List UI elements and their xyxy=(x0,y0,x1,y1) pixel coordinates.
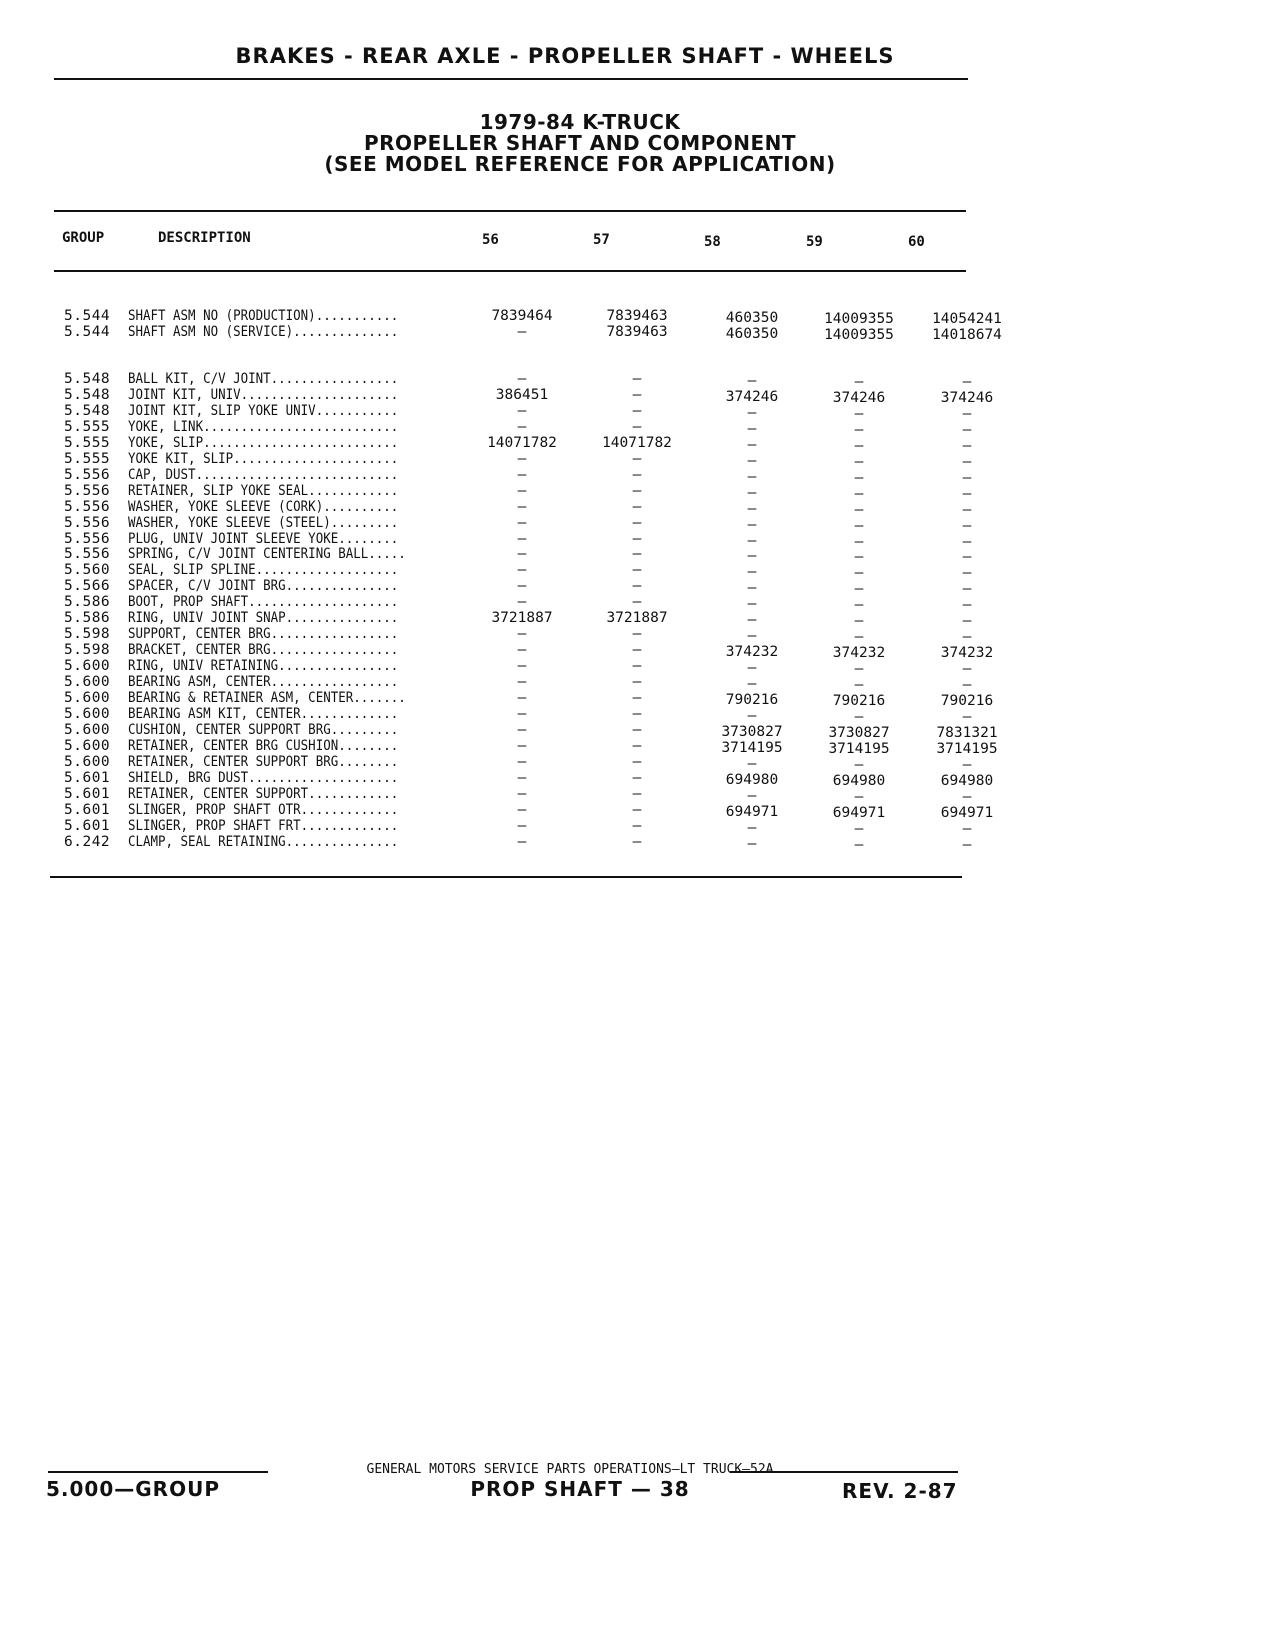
part-number-model-56: — xyxy=(517,450,527,467)
part-number-model-60: — xyxy=(962,374,972,390)
part-number-model-56: — xyxy=(517,402,527,419)
part-number-model-60: — xyxy=(962,661,972,678)
part-number-model-60: 3714195 xyxy=(936,740,998,757)
header-model-60: 60 xyxy=(908,234,925,250)
group-code: 5.598 xyxy=(64,642,111,659)
part-number-model-59: — xyxy=(854,661,864,678)
part-number-model-58: — xyxy=(747,404,757,421)
part-number-model-60: 14054241 xyxy=(932,311,1002,327)
part-number-model-56: — xyxy=(517,833,527,850)
part-number-model-56: — xyxy=(517,690,527,706)
table-row xyxy=(0,546,1050,566)
group-code: 5.586 xyxy=(64,610,111,627)
table-row xyxy=(0,594,1050,614)
part-description: BEARING & RETAINER ASM, CENTER....... xyxy=(128,690,406,706)
part-description: CAP, DUST........................... xyxy=(128,466,399,483)
part-number-model-58: — xyxy=(747,532,757,549)
part-number-model-60: — xyxy=(962,437,972,454)
group-code: 5.598 xyxy=(64,626,111,643)
part-number-model-57: — xyxy=(632,721,642,738)
part-number-model-57: — xyxy=(632,753,642,770)
part-number-model-57: — xyxy=(632,626,642,643)
part-description: BEARING ASM, CENTER................. xyxy=(128,674,399,691)
footer-group: 5.000—GROUP xyxy=(46,1477,220,1501)
table-row xyxy=(0,658,1050,678)
part-description: BEARING ASM KIT, CENTER............. xyxy=(128,705,399,722)
part-number-model-57: — xyxy=(632,498,642,515)
part-number-model-57: — xyxy=(632,514,642,531)
footer-revision: REV. 2-87 xyxy=(842,1479,958,1503)
group-code: 5.600 xyxy=(64,753,111,770)
part-number-model-58: — xyxy=(747,787,757,804)
part-description: SHAFT ASM NO (PRODUCTION)........... xyxy=(128,308,399,324)
part-number-model-58: — xyxy=(747,484,757,501)
part-number-model-57: — xyxy=(632,658,642,675)
part-number-model-59: — xyxy=(854,613,864,630)
table-row xyxy=(0,642,1050,662)
part-number-model-56: — xyxy=(517,658,527,675)
table-row xyxy=(0,786,1050,803)
part-description: BOOT, PROP SHAFT.................... xyxy=(128,594,399,611)
part-number-model-56: — xyxy=(517,498,527,515)
group-code: 5.586 xyxy=(64,594,111,611)
part-number-model-57: — xyxy=(632,769,642,786)
group-code: 5.601 xyxy=(64,785,111,802)
part-number-model-59: 14009355 xyxy=(824,327,894,343)
part-number-model-60: — xyxy=(962,533,972,550)
part-number-model-56: — xyxy=(517,785,527,802)
part-number-model-58: — xyxy=(747,420,757,437)
table-row xyxy=(0,562,1050,582)
part-number-model-56: — xyxy=(517,769,527,786)
part-number-model-58: — xyxy=(747,676,757,693)
part-number-model-58: — xyxy=(747,755,757,772)
group-code: 5.548 xyxy=(64,371,111,387)
part-number-model-60: — xyxy=(962,677,972,694)
table-row xyxy=(0,467,1050,484)
part-description: SLINGER, PROP SHAFT OTR............. xyxy=(128,801,399,818)
part-number-model-57: 7839463 xyxy=(606,324,668,340)
part-number-model-58: 3714195 xyxy=(721,739,783,756)
part-description: SEAL, SLIP SPLINE................... xyxy=(128,562,399,579)
header-description: DESCRIPTION xyxy=(158,230,251,246)
part-number-model-57: — xyxy=(632,578,642,595)
part-number-model-56: — xyxy=(517,324,527,340)
part-number-model-60: — xyxy=(962,708,972,725)
part-number-model-60: 694980 xyxy=(940,772,994,789)
part-number-model-60: — xyxy=(962,836,972,853)
part-number-model-60: — xyxy=(962,501,972,518)
part-number-model-60: — xyxy=(962,629,972,646)
part-number-model-60: — xyxy=(962,517,972,534)
part-number-model-57: — xyxy=(632,801,642,818)
part-number-model-57: — xyxy=(632,785,642,802)
part-number-model-60: — xyxy=(962,549,972,566)
table-row xyxy=(0,834,1050,851)
table-row xyxy=(0,435,1050,452)
part-number-model-56: — xyxy=(517,530,527,547)
part-number-model-58: — xyxy=(747,516,757,533)
part-number-model-56: — xyxy=(517,721,527,738)
table-row xyxy=(0,483,1050,500)
table-row xyxy=(0,738,1050,755)
group-code: 5.555 xyxy=(64,434,111,451)
part-number-model-60: — xyxy=(962,565,972,582)
part-number-model-59: — xyxy=(854,629,864,646)
part-number-model-57: — xyxy=(632,642,642,659)
part-number-model-57: 3721887 xyxy=(606,610,668,627)
group-code: 5.601 xyxy=(64,817,111,834)
header-model-59: 59 xyxy=(806,234,823,250)
part-description: YOKE, LINK.......................... xyxy=(128,418,399,435)
part-description: BALL KIT, C/V JOINT................. xyxy=(128,371,399,387)
table-row xyxy=(0,626,1050,646)
group-code: 5.555 xyxy=(64,418,111,435)
part-number-model-59: — xyxy=(854,533,864,550)
part-number-model-60: 14018674 xyxy=(932,327,1002,343)
part-number-model-56: — xyxy=(517,514,527,531)
table-row xyxy=(0,403,1050,420)
table-row xyxy=(0,499,1050,516)
part-number-model-57: — xyxy=(632,450,642,467)
group-code: 5.556 xyxy=(64,514,111,531)
part-number-model-56: 14071782 xyxy=(487,434,557,451)
part-number-model-58: — xyxy=(747,436,757,453)
part-number-model-58: — xyxy=(747,660,757,677)
part-number-model-59: — xyxy=(854,549,864,566)
part-number-model-59: 374246 xyxy=(832,389,886,406)
part-number-model-56: — xyxy=(517,801,527,818)
title-line-3: (SEE MODEL REFERENCE FOR APPLICATION) xyxy=(324,152,836,176)
part-number-model-59: 374232 xyxy=(832,645,886,662)
part-number-model-57: — xyxy=(632,833,642,850)
part-number-model-58: — xyxy=(747,707,757,724)
part-number-model-58: 694980 xyxy=(725,771,779,788)
part-number-model-59: — xyxy=(854,421,864,438)
table-row xyxy=(0,419,1050,436)
part-description: SHIELD, BRG DUST.................... xyxy=(128,769,399,786)
part-number-model-59: — xyxy=(854,836,864,853)
part-number-model-57: 7839463 xyxy=(606,308,668,324)
table-row xyxy=(0,706,1050,723)
part-number-model-56: — xyxy=(517,753,527,770)
part-number-model-57: — xyxy=(632,594,642,611)
group-code: 5.548 xyxy=(64,402,111,419)
group-code: 5.601 xyxy=(64,801,111,818)
table-bottom-rule xyxy=(50,876,962,878)
part-number-model-59: — xyxy=(854,469,864,486)
group-code: 5.556 xyxy=(64,546,111,563)
group-code: 6.242 xyxy=(64,833,111,850)
table-row xyxy=(0,387,1050,404)
group-code: 5.600 xyxy=(64,737,111,754)
part-number-model-56: 7839464 xyxy=(491,308,553,324)
table-row xyxy=(0,451,1050,468)
part-number-model-58: — xyxy=(747,452,757,469)
part-number-model-59: — xyxy=(854,677,864,694)
part-number-model-58: — xyxy=(747,835,757,852)
table-row xyxy=(0,531,1050,548)
part-number-model-60: — xyxy=(962,613,972,630)
part-number-model-59: — xyxy=(854,485,864,502)
part-number-model-59: — xyxy=(854,405,864,422)
part-number-model-57: — xyxy=(632,386,642,403)
part-number-model-60: 374232 xyxy=(940,645,994,662)
part-number-model-56: 386451 xyxy=(495,386,549,403)
header-group: GROUP xyxy=(62,230,105,246)
part-number-model-57: 14071782 xyxy=(602,434,672,451)
table-row xyxy=(0,674,1050,694)
part-number-model-58: — xyxy=(747,500,757,517)
part-number-model-59: — xyxy=(854,597,864,614)
part-number-model-58: 374246 xyxy=(725,388,779,405)
part-number-model-58: — xyxy=(747,548,757,565)
part-number-model-59: — xyxy=(854,565,864,582)
parts-table-body xyxy=(0,0,1100,900)
part-description: JOINT KIT, UNIV..................... xyxy=(128,386,399,403)
header-model-58: 58 xyxy=(704,234,721,250)
part-description: SPRING, C/V JOINT CENTERING BALL..... xyxy=(128,546,406,563)
part-number-model-59: 694980 xyxy=(832,772,886,789)
group-code: 5.600 xyxy=(64,658,111,675)
group-code: 5.566 xyxy=(64,578,111,595)
part-number-model-58: 3730827 xyxy=(721,723,783,740)
page-header: BRAKES - REAR AXLE - PROPELLER SHAFT - WHEELS xyxy=(235,44,895,68)
part-description: RETAINER, SLIP YOKE SEAL............ xyxy=(128,482,399,499)
part-number-model-59: — xyxy=(854,788,864,805)
part-number-model-59: — xyxy=(854,437,864,454)
part-number-model-59: 14009355 xyxy=(824,311,894,327)
part-number-model-57: — xyxy=(632,371,642,387)
part-description: SPACER, C/V JOINT BRG............... xyxy=(128,578,399,595)
part-number-model-56: 3721887 xyxy=(491,610,553,627)
table-row xyxy=(0,610,1050,630)
part-number-model-58: 460350 xyxy=(725,310,779,326)
part-description: YOKE KIT, SLIP...................... xyxy=(128,450,399,467)
group-code: 5.556 xyxy=(64,498,111,515)
part-number-model-60: — xyxy=(962,485,972,502)
part-number-model-60: — xyxy=(962,453,972,470)
part-number-model-59: — xyxy=(854,581,864,598)
part-number-model-58: — xyxy=(747,580,757,597)
part-description: SUPPORT, CENTER BRG................. xyxy=(128,626,399,643)
footer-publisher-line: GENERAL MOTORS SERVICE PARTS OPERATIONS—LT TRUCK—52A xyxy=(366,1462,774,1477)
part-number-model-57: — xyxy=(632,418,642,435)
header-model-56: 56 xyxy=(482,232,499,248)
part-number-model-57: — xyxy=(632,674,642,691)
part-number-model-59: 3714195 xyxy=(828,740,890,757)
part-number-model-56: — xyxy=(517,674,527,691)
part-number-model-56: — xyxy=(517,482,527,499)
part-number-model-60: — xyxy=(962,756,972,773)
part-description: SHAFT ASM NO (SERVICE).............. xyxy=(128,324,399,340)
part-number-model-57: — xyxy=(632,817,642,834)
part-description: YOKE, SLIP.......................... xyxy=(128,434,399,451)
table-row xyxy=(0,578,1050,598)
part-description: CUSHION, CENTER SUPPORT BRG......... xyxy=(128,721,399,738)
part-number-model-56: — xyxy=(517,626,527,643)
part-number-model-56: — xyxy=(517,642,527,659)
part-description: JOINT KIT, SLIP YOKE UNIV........... xyxy=(128,402,399,419)
part-number-model-60: — xyxy=(962,788,972,805)
part-number-model-60: — xyxy=(962,421,972,438)
part-number-model-60: — xyxy=(962,597,972,614)
table-row xyxy=(0,754,1050,771)
title-line-1: 1979-84 K-TRUCK xyxy=(479,110,681,134)
part-number-model-59: 790216 xyxy=(832,693,886,709)
part-number-model-60: — xyxy=(962,820,972,837)
group-code: 5.544 xyxy=(64,324,111,340)
group-code: 5.560 xyxy=(64,562,111,579)
part-description: RETAINER, CENTER SUPPORT BRG........ xyxy=(128,753,399,770)
part-number-model-56: — xyxy=(517,418,527,435)
part-number-model-56: — xyxy=(517,466,527,483)
part-number-model-59: 3730827 xyxy=(828,724,890,741)
part-number-model-60: 7831321 xyxy=(936,724,998,741)
table-row xyxy=(0,324,1050,341)
table-row xyxy=(0,371,1050,388)
part-number-model-57: — xyxy=(632,690,642,706)
part-number-model-56: — xyxy=(517,546,527,563)
part-description: RING, UNIV RETAINING................ xyxy=(128,658,399,675)
table-row xyxy=(0,722,1050,739)
group-code: 5.556 xyxy=(64,466,111,483)
part-description: RING, UNIV JOINT SNAP............... xyxy=(128,610,399,627)
part-number-model-60: — xyxy=(962,405,972,422)
part-number-model-58: — xyxy=(747,564,757,581)
part-number-model-56: — xyxy=(517,578,527,595)
part-description: WASHER, YOKE SLEEVE (CORK).......... xyxy=(128,498,399,515)
part-description: PLUG, UNIV JOINT SLEEVE YOKE........ xyxy=(128,530,399,547)
part-number-model-60: 694971 xyxy=(940,804,994,821)
part-description: WASHER, YOKE SLEEVE (STEEL)......... xyxy=(128,514,399,531)
table-row xyxy=(0,515,1050,532)
part-number-model-59: — xyxy=(854,501,864,518)
group-code: 5.556 xyxy=(64,482,111,499)
part-number-model-58: 694971 xyxy=(725,803,779,820)
part-number-model-57: — xyxy=(632,562,642,579)
part-description: SLINGER, PROP SHAFT FRT............. xyxy=(128,817,399,834)
group-code: 5.544 xyxy=(64,308,111,324)
part-number-model-56: — xyxy=(517,371,527,387)
part-number-model-60: — xyxy=(962,581,972,598)
part-number-model-56: — xyxy=(517,594,527,611)
table-row xyxy=(0,308,1050,325)
part-number-model-59: — xyxy=(854,820,864,837)
part-number-model-58: 790216 xyxy=(725,692,779,708)
part-number-model-57: — xyxy=(632,466,642,483)
header-model-57: 57 xyxy=(593,232,610,248)
group-code: 5.600 xyxy=(64,705,111,722)
part-number-model-58: — xyxy=(747,819,757,836)
part-number-model-57: — xyxy=(632,402,642,419)
part-number-model-59: — xyxy=(854,517,864,534)
table-row xyxy=(0,818,1050,835)
group-code: 5.601 xyxy=(64,769,111,786)
part-number-model-60: 790216 xyxy=(940,693,994,709)
part-number-model-57: — xyxy=(632,737,642,754)
part-number-model-57: — xyxy=(632,530,642,547)
part-number-model-56: — xyxy=(517,705,527,722)
table-row xyxy=(0,770,1050,787)
group-code: 5.600 xyxy=(64,721,111,738)
part-number-model-59: — xyxy=(854,453,864,470)
part-number-model-58: — xyxy=(747,596,757,613)
part-number-model-57: — xyxy=(632,705,642,722)
part-number-model-56: — xyxy=(517,562,527,579)
part-description: RETAINER, CENTER BRG CUSHION........ xyxy=(128,737,399,754)
part-number-model-57: — xyxy=(632,482,642,499)
part-number-model-59: — xyxy=(854,708,864,725)
part-number-model-60: 374246 xyxy=(940,389,994,406)
part-description: CLAMP, SEAL RETAINING............... xyxy=(128,833,399,850)
footer-page-number: PROP SHAFT — 38 xyxy=(470,1477,690,1501)
group-code: 5.548 xyxy=(64,386,111,403)
part-number-model-56: — xyxy=(517,817,527,834)
part-number-model-58: 374232 xyxy=(725,644,779,661)
part-number-model-58: — xyxy=(747,468,757,485)
part-description: RETAINER, CENTER SUPPORT............ xyxy=(128,785,399,802)
part-number-model-58: — xyxy=(747,612,757,629)
table-row xyxy=(0,690,1050,707)
table-row xyxy=(0,802,1050,819)
group-code: 5.600 xyxy=(64,690,111,706)
part-number-model-58: — xyxy=(747,628,757,645)
title-line-2: PROPELLER SHAFT AND COMPONENT xyxy=(363,131,797,155)
part-number-model-60: — xyxy=(962,469,972,486)
group-code: 5.556 xyxy=(64,530,111,547)
part-description: BRACKET, CENTER BRG................. xyxy=(128,642,399,659)
group-code: 5.555 xyxy=(64,450,111,467)
part-number-model-58: 460350 xyxy=(725,326,779,342)
part-number-model-57: — xyxy=(632,546,642,563)
part-number-model-56: — xyxy=(517,737,527,754)
group-code: 5.600 xyxy=(64,674,111,691)
part-number-model-59: 694971 xyxy=(832,804,886,821)
part-number-model-59: — xyxy=(854,374,864,390)
part-number-model-59: — xyxy=(854,756,864,773)
part-number-model-58: — xyxy=(747,373,757,389)
